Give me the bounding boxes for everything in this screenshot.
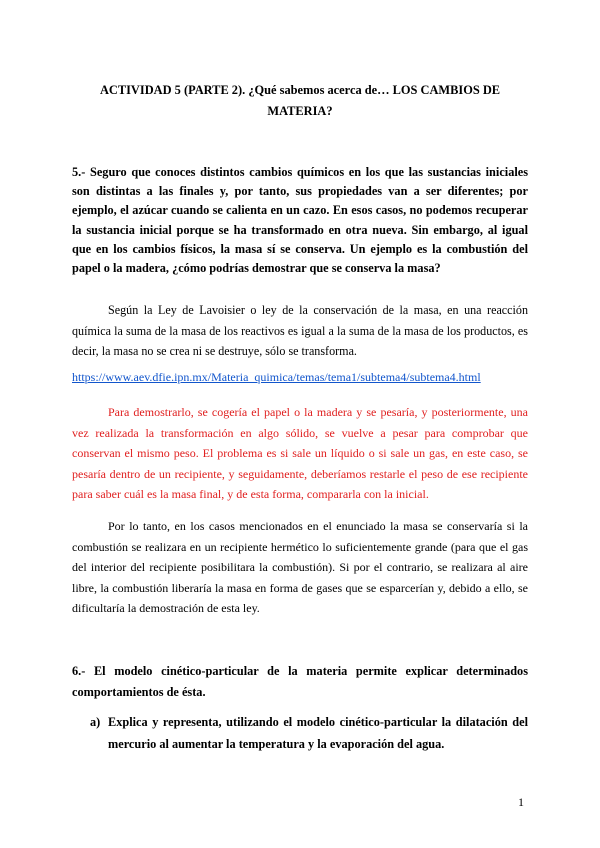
question-6a-text: Explica y representa, utilizando el modelo cinético-particular la dilatación del mercurio al aumentar la temperatura y la evaporación del agua. xyxy=(108,715,528,751)
conclusion-paragraph: Por lo tanto, en los casos mencionados en el enunciado la masa se conservaría si la combustión se realizara en un recipiente hermético lo suficientemente grande (para que el gas del interior del recipiente posibilitara la combustión). Si por el contrario, se realizara al aire libre, la combustión liberaría la masa en forma de gases que se esparcerían y, debido a ello, se dificultaría la demostración de esta ley. xyxy=(72,519,528,615)
activity-title: ACTIVIDAD 5 (PARTE 2). ¿Qué sabemos acerca de… LOS CAMBIOS DE MATERIA? xyxy=(99,83,501,118)
lavoisier-paragraph: Según la Ley de Lavoisier o ley de la conservación de la masa, en una reacción química la suma de la masa de los reactivos es igual a la suma de la masa de los productos, es decir, la masa no se crea ni se destruye, sólo se transforma. xyxy=(72,303,528,358)
question-6a xyxy=(90,711,528,755)
question-5: 5.- Seguro que conoces distintos cambios químicos en los que las sustancias iniciales son distintas a las finales y, por tanto, sus propiedades van a ser diferentes; por ejemplo, el azúcar cuando se calienta en un cazo. En esos casos, no podemos recuperar la sustancia inicial porque se ha transformado en otra nueva. Sin embargo, al igual que en los cambios físicos, la masa sí se conserva. Un ejemplo es la combustión del papel o la madera, ¿cómo podrías demostrar que se conserva la masa? xyxy=(72,165,528,276)
page-number: 1 xyxy=(518,795,524,809)
reference-link[interactable]: https://www.aev.dfie.ipn.mx/Materia_quimica/temas/tema1/subtema4/subtema4.html xyxy=(72,370,481,384)
question-6: 6.- El modelo cinético-particular de la materia permite explicar determinados comportamientos de ésta. xyxy=(72,664,528,699)
answer-paragraph: Para demostrarlo, se cogería el papel o la madera y se pesaría, y posteriormente, una vez realizada la transformación en algo sólido, se vuelve a pesar para comprobar que conservan el mismo peso. El problema es si sale un líquido o si sale un gas, en este caso, se pesaría dentro de un recipiente, y seguidamente, deberíamos restarle el peso de ese recipiente para saber cuál es la masa final, y de esta forma, compararla con la inicial. xyxy=(72,405,528,501)
question-6a-label: a) xyxy=(90,715,101,729)
